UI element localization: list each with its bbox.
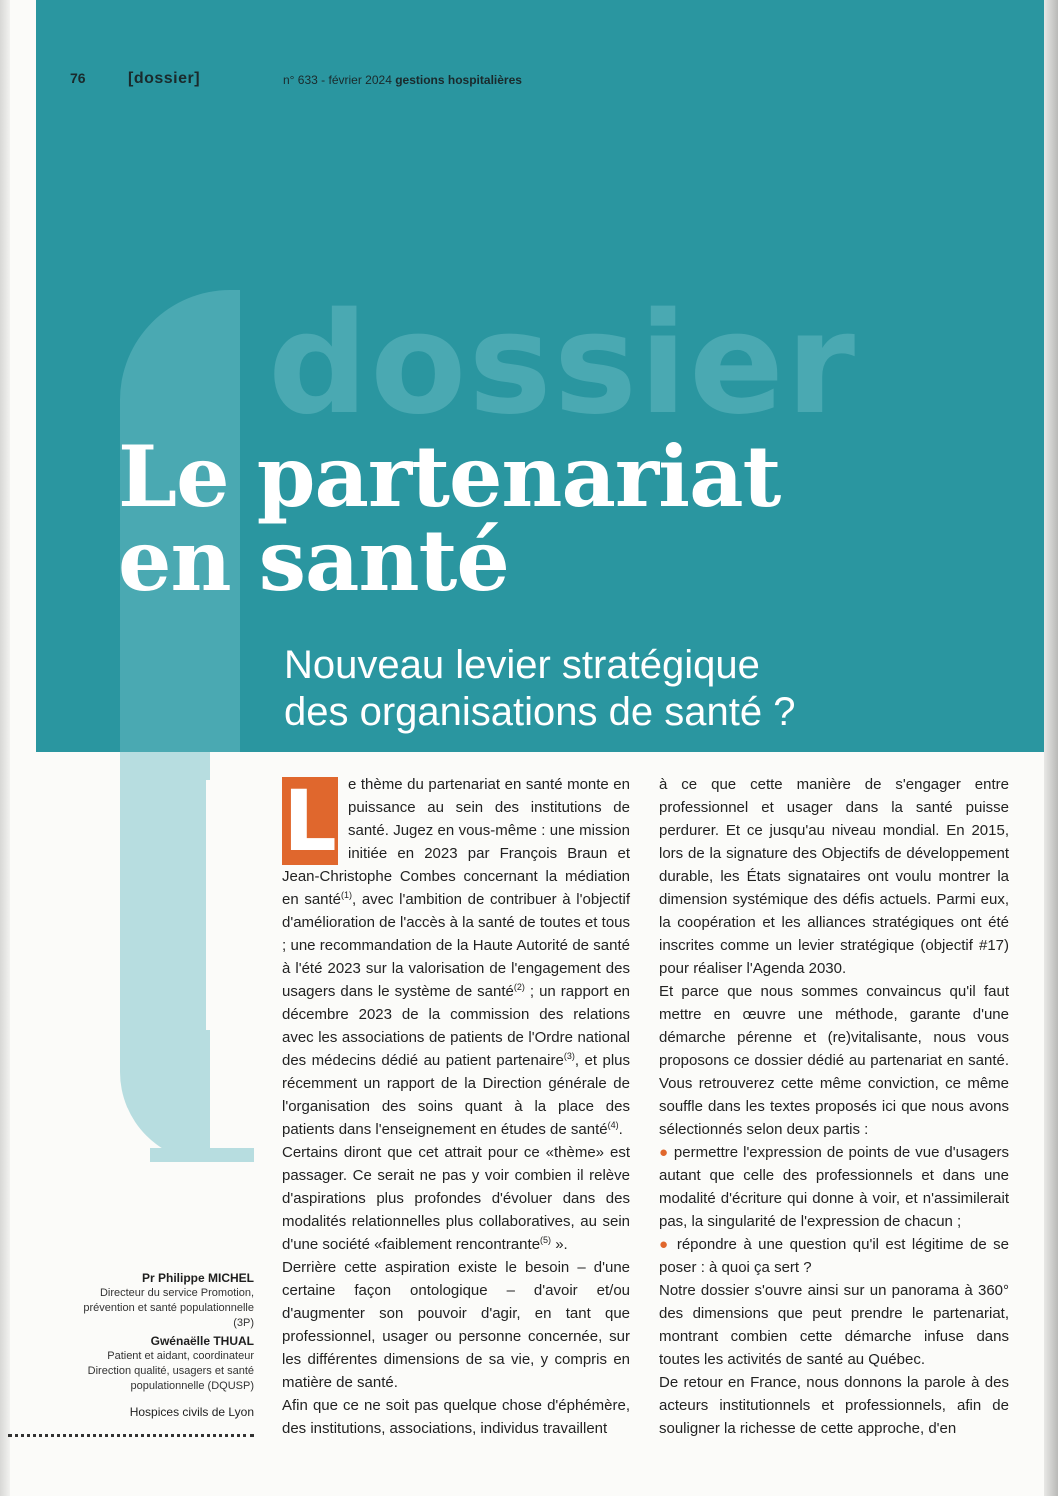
paragraph: Et parce que nous sommes convaincus qu'il faut mettre en œuvre une méthode, garante d'une démarche pérenne et (re)vitalisante, nous vous proposons ce dossier dédié au partenariat en santé. Vous retrouverez cette même conviction, ce même souffle dans les textes proposés ici que nous avons sélectionnés selon deux partis : bbox=[659, 983, 1009, 1138]
bracket-graphic-lower bbox=[120, 752, 210, 1162]
title-line-2: en santé bbox=[118, 511, 509, 610]
author-role: Patient et aidant, coordinateur Direction qualité, usagers et santé populationnelle (DQUSP) bbox=[87, 1350, 254, 1392]
paragraph: Derrière cette aspiration existe le besoin – d'une certaine façon ontologique – d'avoir et/ou d'augmenter son pouvoir d'agir, en tant que professionnel, usager ou personne concernée, sur les différentes dimensions de sa vie, y compris en matière de santé. bbox=[282, 1259, 630, 1391]
paragraph: Notre dossier s'ouvre ainsi sur un panorama à 360° des dimensions que peut prendre le partenariat, montrant combien cette démarche infuse dans toutes les activités de santé au Québec. bbox=[659, 1282, 1009, 1368]
subtitle-line-2: des organisations de santé ? bbox=[284, 690, 796, 734]
scan-edge-left bbox=[0, 0, 10, 1496]
paragraph: à ce que cette manière de s'engager entre professionnel et usager dans la santé puisse perdurer. Et ce jusqu'au niveau mondial. En 2015, lors de la signature des Objectifs de développement durable, les États signataires ont voulu montrer la dimension systémique des défis actuels. Parmi eux, la coopération et les alliances stratégiques ont été inscrites comme un levier stratégique (objectif #17) pour réaliser l'Agenda 2030. bbox=[659, 776, 1009, 977]
bullet-icon: ● bbox=[659, 1144, 669, 1161]
dossier-watermark: dossier bbox=[268, 283, 858, 446]
title-line-1: Le partenariat bbox=[118, 427, 781, 526]
paragraph: L e thème du partenariat en santé monte en puissance au sein des institutions de santé. Jugez en vous-même : une mission initiée en 2023 par François Braun et Jean-Christophe Combes concernant la médiation en santé$^{(1)}$, avec l'ambition de contribuer à l'objectif d'amélioration de l'accès à la santé de toutes et tous ; une recommandation de la Haute Autorité de santé à l'été 2023 sur la valorisation de l'engagement des usagers dans le système de santé$^{(2)}$ ; un rapport en décembre 2023 de la commission des relations avec les associations de patients de l'Ordre national des médecins dédié au patient partenaire$^{(3)}$, et plus récemment un rapport de la Direction générale de l'organisation des soins quant à la place des patients dans l'enseignement en études de santé$^{(4)}$. bbox=[282, 772, 631, 1138]
paragraph: De retour en France, nous donnons la parole à des acteurs institutionnels et professionnels, afin de souligner la richesse de cette approche, d'en bbox=[659, 1374, 1009, 1437]
article-column-2 bbox=[659, 773, 1009, 1440]
article-column-1 bbox=[282, 773, 630, 1440]
subtitle-line-1: Nouveau levier stratégique bbox=[284, 643, 760, 687]
bullet-icon: ● bbox=[659, 1236, 671, 1253]
bracket-graphic-cutout bbox=[206, 780, 266, 1030]
issue-line bbox=[283, 73, 522, 87]
drop-cap: L bbox=[283, 772, 337, 870]
issue-number: n° 633 - février 2024 bbox=[283, 73, 392, 87]
article-subtitle bbox=[284, 642, 1024, 736]
paragraph: Afin que ce ne soit pas quelque chose d'éphémère, des institutions, associations, individus travaillent bbox=[282, 1397, 630, 1437]
dotted-divider bbox=[8, 1434, 254, 1437]
article-title bbox=[118, 427, 1028, 610]
bracket-graphic-foot bbox=[150, 1148, 254, 1162]
bullet-item: ● répondre à une question qu'il est légitime de se poser : à quoi ça sert ? bbox=[659, 1236, 1010, 1276]
journal-name: gestions hospitalières bbox=[395, 73, 522, 87]
author-name: Pr Philippe MICHEL bbox=[141, 1271, 254, 1285]
page-number: 76 bbox=[70, 70, 86, 86]
author-name: Gwénaëlle THUAL bbox=[150, 1334, 254, 1348]
paragraph: Certains diront que cet attrait pour ce «thème» est passager. Ce serait ne pas y voir combien il relève d'aspirations plus profondes d'évoluer dans des modalités relationnelles plus collaboratives, au sein d'une société «faiblement rencontrante$^{(5)}$ ». bbox=[282, 1144, 630, 1253]
author-block bbox=[70, 1268, 254, 1420]
scan-edge-right bbox=[1044, 0, 1058, 1496]
bullet-item: ● permettre l'expression de points de vue d'usagers autant que celle des professionnels et dans une modalité d'écriture qui donne à voir, et n'assimilerait pas, la singularité de l'expression de chacun ; bbox=[659, 1144, 1010, 1230]
author-role: Directeur du service Promotion, prévention et santé populationnelle (3P) bbox=[83, 1287, 254, 1329]
section-label: [dossier] bbox=[128, 70, 201, 87]
institution: Hospices civils de Lyon bbox=[129, 1405, 254, 1419]
